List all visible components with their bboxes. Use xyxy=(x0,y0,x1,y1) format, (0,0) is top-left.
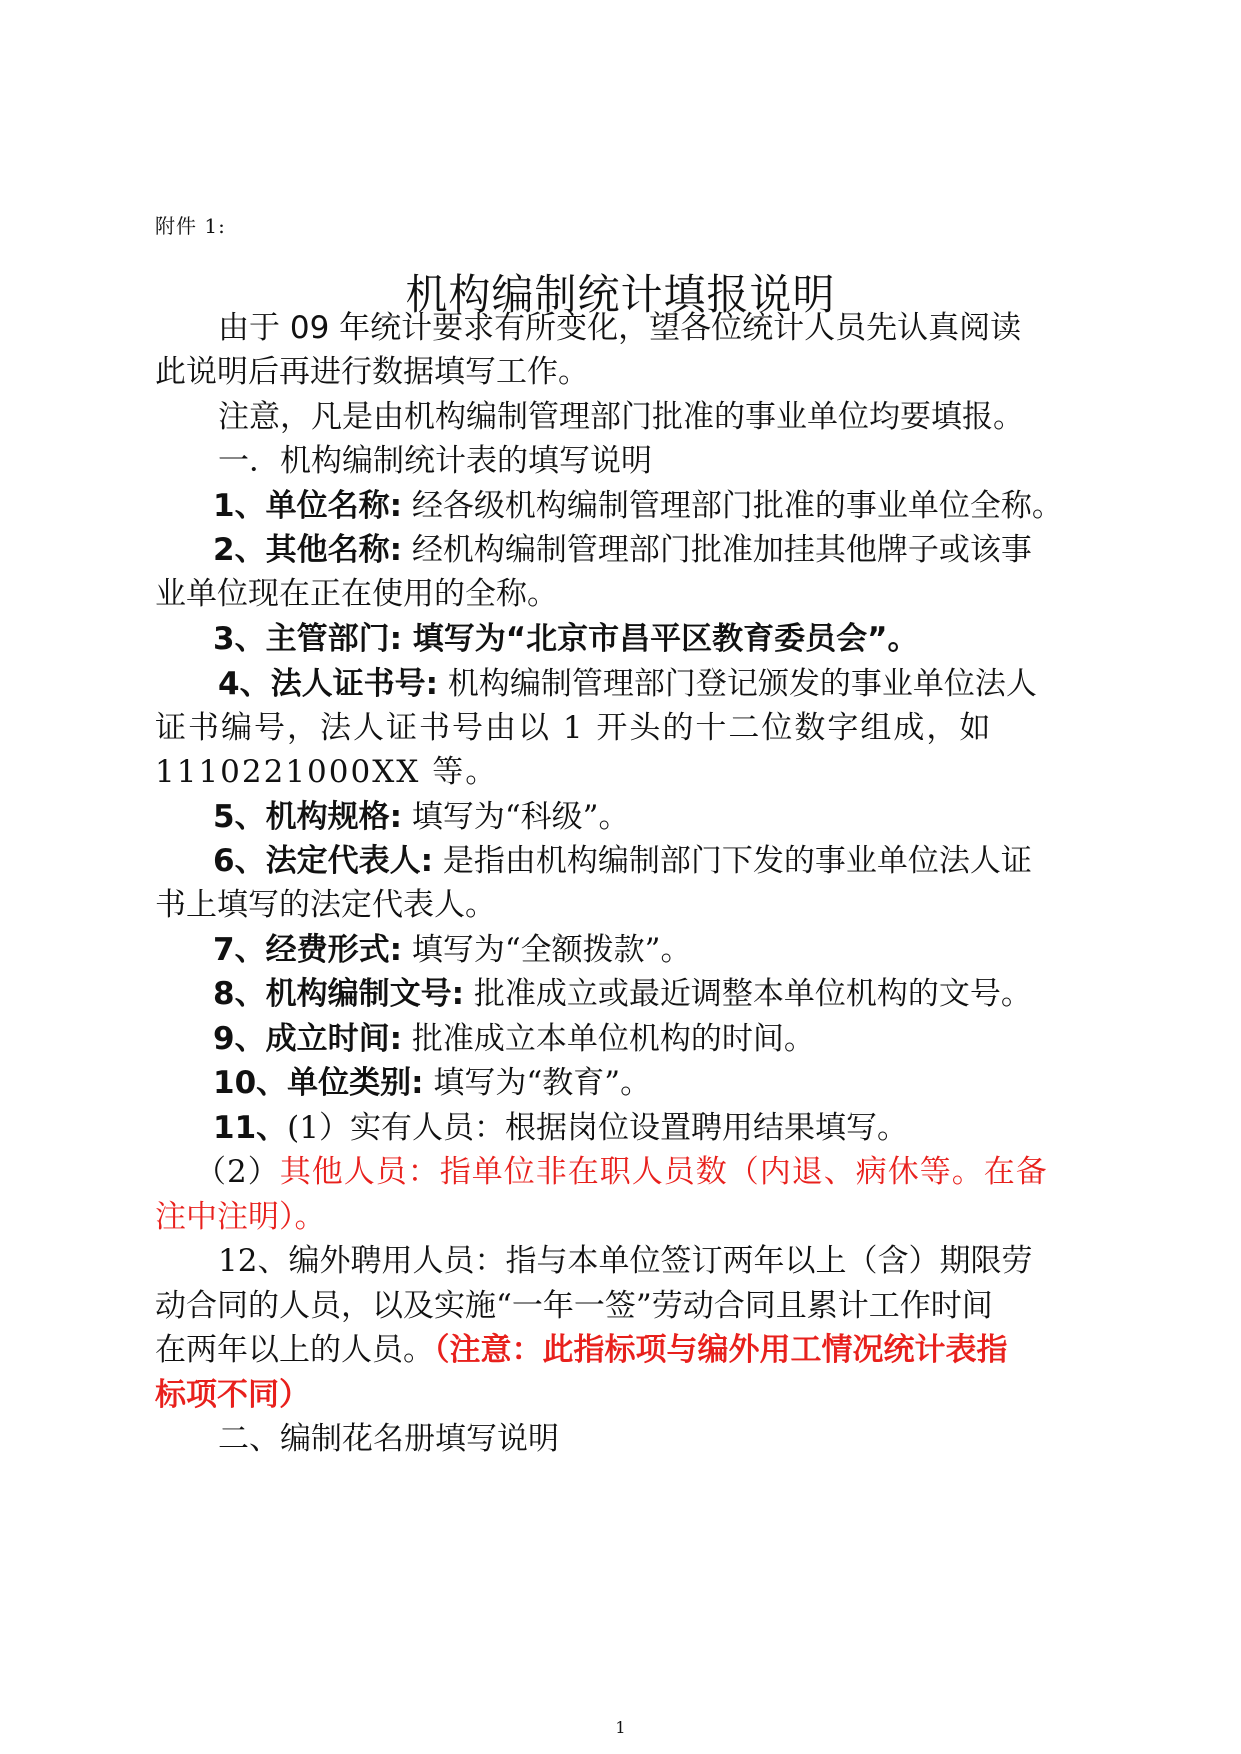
item-9-text: 批准成立本单位机构的时间。 xyxy=(411,1021,815,1057)
item-3-text: 填写为“北京市昌平区教育委员会”。 xyxy=(412,621,919,657)
item-12-line-1: 12、编外聘用人员：指与本单位签订两年以上（含）期限劳 xyxy=(218,1243,1033,1279)
item-4-text: 机构编制管理部门登记颁发的事业单位法人 xyxy=(447,666,1037,702)
item-4-cont2: 1110221000XX 等。 xyxy=(155,754,499,790)
item-11-label: 11、 xyxy=(213,1110,288,1146)
item-4-label: 4、法人证书号: xyxy=(218,666,438,702)
page-title: 机构编制统计填报说明 xyxy=(405,270,836,319)
item-12-note-cont: 标项不同） xyxy=(155,1377,310,1413)
item-9-label: 9、成立时间: xyxy=(213,1021,402,1057)
item-11 xyxy=(213,1108,908,1148)
item-1-text: 经各级机构编制管理部门批准的事业单位全称。 xyxy=(411,488,1063,524)
item-6-text: 是指由机构编制部门下发的事业单位法人证 xyxy=(442,843,1032,879)
item-10-text: 填写为“教育”。 xyxy=(433,1065,652,1101)
item-6-label: 6、法定代表人: xyxy=(213,843,433,879)
item-11-sub-prefix: （2） xyxy=(195,1154,280,1190)
item-11-sub xyxy=(195,1152,1048,1192)
intro-notice: 注意，凡是由机构编制管理部门批准的事业单位均要填报。 xyxy=(218,399,1024,435)
item-9 xyxy=(213,1019,815,1059)
item-8-text: 批准成立或最近调整本单位机构的文号。 xyxy=(473,976,1032,1012)
item-6 xyxy=(213,841,1032,881)
section1-heading: 一．机构编制统计表的填写说明 xyxy=(218,443,652,479)
item-10-label: 10、单位类别: xyxy=(213,1065,424,1101)
item-10 xyxy=(213,1063,651,1103)
item-3 xyxy=(213,619,919,659)
item-4-cont: 证书编号，法人证书号由以 1 开头的十二位数字组成，如 xyxy=(155,710,993,746)
item-5 xyxy=(213,797,630,837)
item-11-sub-red: 其他人员：指单位非在职人员数（内退、病休等。在备 xyxy=(279,1154,1048,1190)
item-8-label: 8、机构编制文号: xyxy=(213,976,464,1012)
intro-line-2: 此说明后再进行数据填写工作。 xyxy=(155,354,589,390)
item-12-line-3-text: 在两年以上的人员。 xyxy=(155,1332,434,1368)
item-12-line-2: 动合同的人员，以及实施“一年一签”劳动合同且累计工作时间 xyxy=(155,1288,993,1324)
item-8 xyxy=(213,974,1032,1014)
item-7-label: 7、经费形式: xyxy=(213,932,402,968)
item-12-line-3 xyxy=(155,1330,1008,1370)
item-5-text: 填写为“科级”。 xyxy=(411,799,630,835)
item-6-cont: 书上填写的法定代表人。 xyxy=(155,887,496,923)
item-2-cont: 业单位现在正在使用的全称。 xyxy=(155,576,558,612)
item-2-text: 经机构编制管理部门批准加挂其他牌子或该事 xyxy=(411,532,1032,568)
item-3-label: 3、主管部门: xyxy=(213,621,402,657)
item-11-text: (1）实有人员：根据岗位设置聘用结果填写。 xyxy=(287,1110,908,1146)
item-1-label: 1、单位名称: xyxy=(213,488,402,524)
page-number: 1 xyxy=(615,1718,626,1737)
intro-line-1: 由于 09 年统计要求有所变化，望各位统计人员先认真阅读 xyxy=(218,310,1022,346)
item-12-note: （注意：此指标项与编外用工情况统计表指 xyxy=(434,1332,1008,1368)
item-7-text: 填写为“全额拨款”。 xyxy=(411,932,692,968)
attachment-label: 附件 1: xyxy=(155,214,226,238)
item-5-label: 5、机构规格: xyxy=(213,799,402,835)
item-2 xyxy=(213,530,1032,570)
item-7 xyxy=(213,930,692,970)
item-11-sub-red-cont: 注中注明）。 xyxy=(155,1199,326,1235)
section2-heading: 二、编制花名册填写说明 xyxy=(218,1421,559,1457)
item-2-label: 2、其他名称: xyxy=(213,532,402,568)
item-1 xyxy=(213,486,1063,526)
item-4 xyxy=(218,664,1037,704)
